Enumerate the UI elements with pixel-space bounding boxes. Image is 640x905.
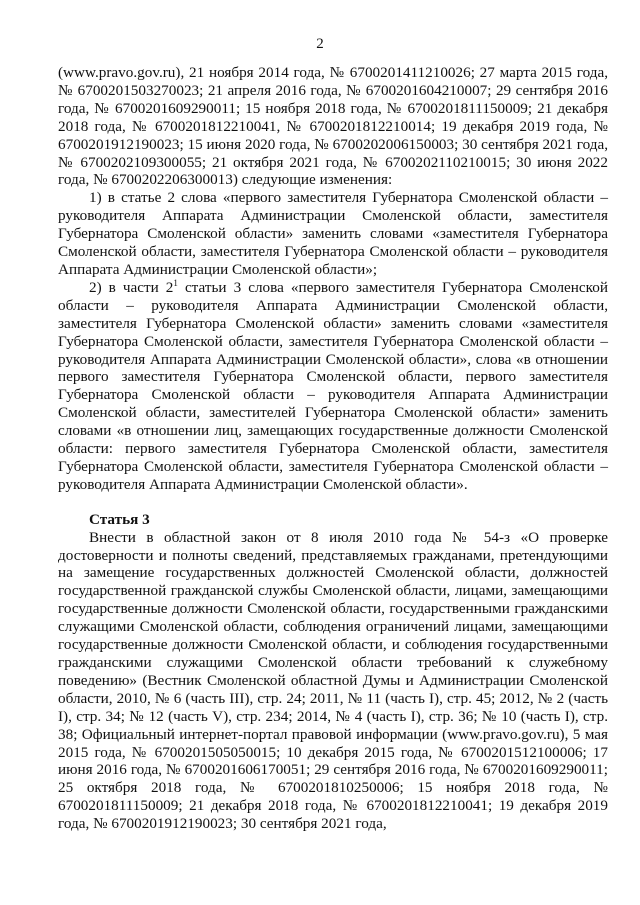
section-gap [58,494,608,511]
article3-heading: Статья 3 [89,510,150,528]
article3-paragraph: Внести в областной закон от 8 июля 2010 года № 54-з «О проверке достоверности и полноты сведений, представляемых гражданами, претендующими на замещение государственных должностей Смоленской области, должностей государственной гражданской службы Смоленской области, лицами, замещающими государственные должности Смоленской области, государственными гражданскими служащими Смоленской области, соблюдения ограничений лицами, замещающими государственные должности Смоленской области, и соблюдения государственными гражданскими служащими Смоленской области требований к служебному поведению» (Вестник Смоленской областной Думы и Администрации Смоленской области, 2010, № 6 (часть III), стр. 24; 2011, № 11 (часть I), стр. 45; 2012, № 2 (часть I), стр. 34; № 12 (часть V), стр. 234; 2014, № 4 (часть I), стр. 36; № 10 (часть I), стр. 38; Официальный интернет-портал правовой информации (www.pravo.gov.ru), 5 мая 2015 года, № 6700201505050015; 10 декабря 2015 года, № 6700201512100006; 17 июня 2016 года, № 6700201606170051; 29 сентября 2016 года, № 6700201609290011; 25 октября 2018 года, № 6700201810250006; 15 ноября 2018 года, № 6700201811150009; 21 декабря 2018 года, № 6700201812210041; 19 декабря 2019 года, № 6700201912190023; 30 сентября 2021 года, [58,528,608,833]
document-body [58,64,608,833]
page-number: 2 [316,36,324,52]
item2-superscript: 1 [173,277,178,288]
item2-text-rest: статьи 3 слова «первого заместителя Губернатора Смоленской области – руководителя Аппарата Администрации Смоленской области, заместителя Губернатора Смоленской области» заменить словами «заместителя Губернатора Смоленской области, заместителя Губернатора Смоленской области – руководителя Аппарата Администрации Смоленской области», слова «в отношении первого заместителя Губернатора Смоленской области, первого заместителя Губернатора Смоленской области – руководителя Аппарата Администрации Смоленской области, заместителей Губернатора Смоленской области» заменить словами «в отношении лиц, замещающих государственные должности Смоленской области: первого заместителя Губернатора Смоленской области, заместителя Губернатора Смоленской области, заместителя Губернатора Смоленской области – руководителя Аппарата Администрации Смоленской области». [58,278,608,493]
article2-item-1: 1) в статье 2 слова «первого заместителя Губернатора Смоленской области – руководителя Аппарата Администрации Смоленской области, заместителя Губернатора Смоленской области» заменить словами «заместителя Губернатора Смоленской области, заместителя Губернатора Смоленской области – руководителя Аппарата Администрации Смоленской области»; [58,189,608,278]
article2-intro-paragraph: (www.pravo.gov.ru), 21 ноября 2014 года, № 6700201411210026; 27 марта 2015 года, № 6700201503270023; 21 апреля 2016 года, № 6700201604210007; 29 сентября 2016 года, № 6700201609290011; 15 ноября 2018 года, № 6700201811150009; 21 декабря 2018 года, № 6700201812210041, № 6700201812210014; 19 декабря 2019 года, № 6700201912190023; 15 июня 2020 года, № 6700202006150003; 30 сентября 2021 года, № 6700202109300055; 21 октября 2021 года, № 6700202110210015; 30 июня 2022 года, № 6700202206300013) следующие изменения: [58,64,608,189]
item2-text-start: 2) в части 2 [89,278,174,296]
article2-item-2 [58,279,608,494]
